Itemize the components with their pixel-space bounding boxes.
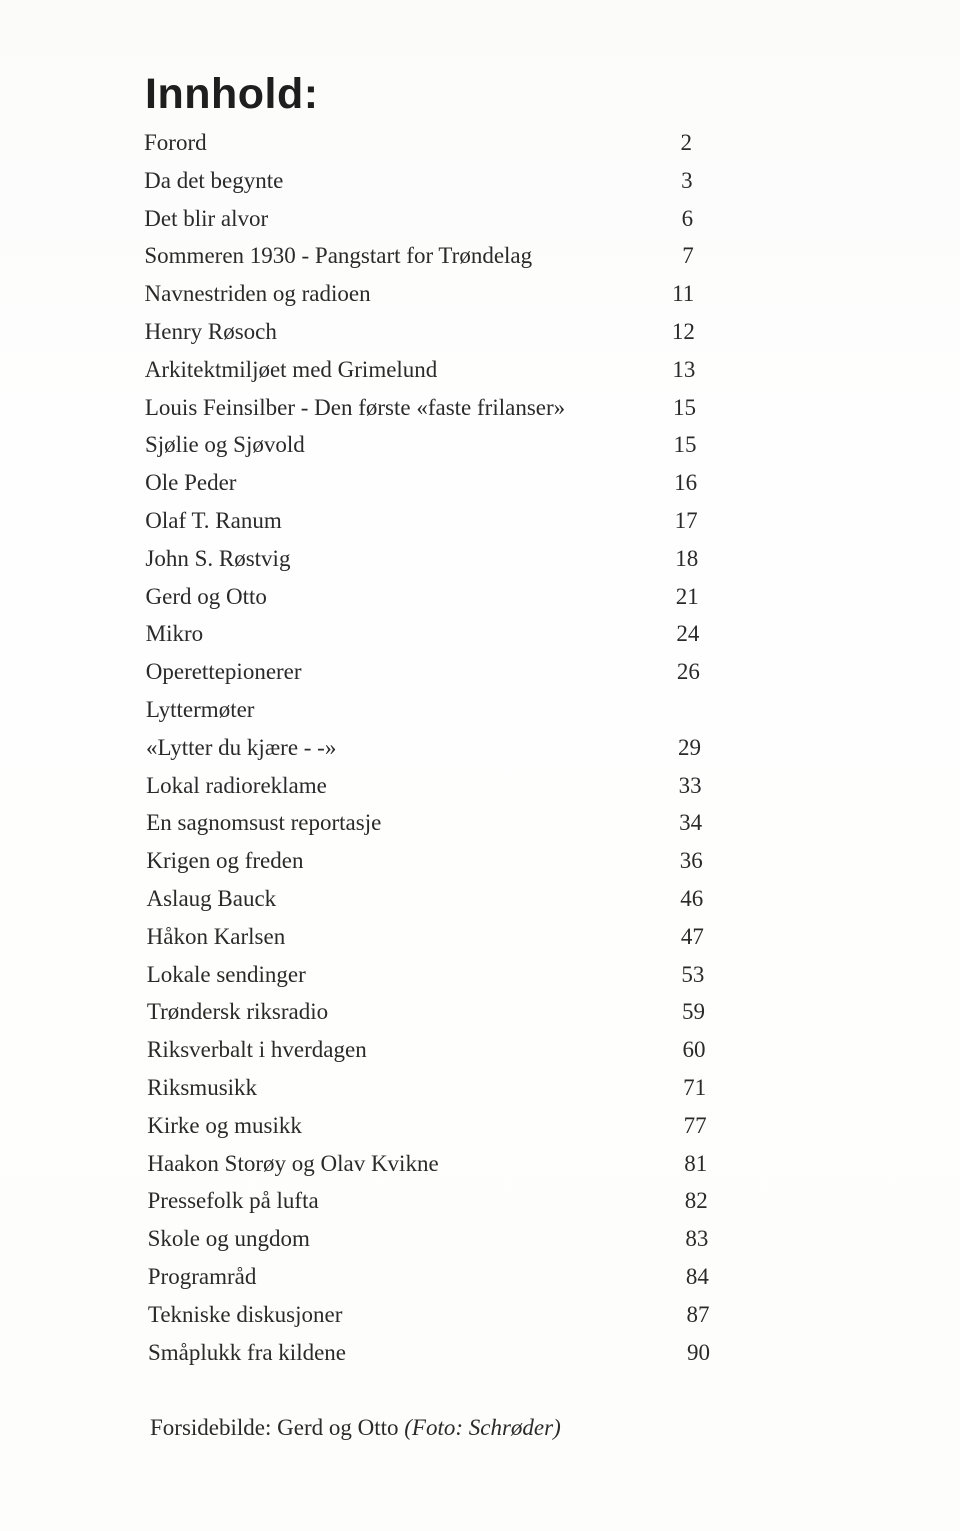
toc-entry-page: 36: [679, 848, 703, 874]
toc-entry-title: Kirke og musikk: [147, 1112, 302, 1138]
toc-entry: [0, 804, 960, 842]
toc-entry: [0, 389, 960, 427]
toc-entry-title: Mikro: [145, 621, 204, 647]
toc-entry-title: Henry Røsoch: [144, 318, 277, 344]
toc-entry: [0, 729, 960, 767]
toc-entry-page: 2: [680, 130, 692, 155]
toc-entry-title: Haakon Storøy og Olav Kvikne: [147, 1150, 439, 1176]
toc-entry-title: Da det begynte: [144, 167, 284, 193]
toc-entry-page: 82: [684, 1188, 708, 1214]
toc-entry: [0, 124, 960, 162]
toc-entry: [0, 578, 960, 616]
toc-entry-title: Riksmusikk: [147, 1074, 258, 1100]
toc-entry: [0, 502, 960, 540]
toc-entry-title: Louis Feinsilber - Den første «faste frilanser»: [144, 394, 566, 420]
toc-entry-title: Håkon Karlsen: [146, 923, 286, 949]
toc-entry-title: «Lytter du kjære - -»: [146, 734, 337, 760]
toc-entry: [0, 653, 960, 691]
toc-entry: [0, 1258, 960, 1296]
toc-entry-page: 71: [683, 1074, 707, 1100]
toc-entry-page: 15: [673, 432, 697, 458]
toc-entry-page: 12: [671, 318, 695, 344]
toc-entry-title: Ole Peder: [145, 470, 237, 496]
toc-entry-page: 29: [678, 734, 701, 760]
toc-entry-page: 7: [682, 243, 694, 269]
toc-entry-page: 17: [674, 507, 698, 533]
toc-entry-title: Operettepionerer: [145, 659, 302, 685]
toc-entry-title: John S. Røstvig: [145, 545, 291, 571]
toc-entry: [0, 464, 960, 502]
toc-entry-title: Det blir alvor: [144, 205, 269, 231]
toc-entry-page: 34: [679, 810, 703, 836]
toc-entry-page: 77: [683, 1112, 707, 1138]
toc-entry: [0, 1069, 960, 1107]
toc-entry-title: Småplukk fra kildene: [148, 1339, 347, 1365]
toc-entry-title: Sjølie og Sjøvold: [145, 432, 305, 458]
toc-entry-title: Forord: [144, 130, 207, 155]
toc-entry-page: 24: [676, 621, 700, 647]
toc-entry: [0, 313, 960, 351]
toc-entry-title: Pressefolk på lufta: [147, 1188, 319, 1214]
toc-entry-title: Gerd og Otto: [145, 583, 267, 609]
toc-entry-title: Navnestriden og radioen: [144, 281, 371, 307]
toc-entry-title: Olaf T. Ranum: [145, 507, 282, 533]
toc-entry-title: En sagnomsust reportasje: [146, 810, 382, 836]
toc-entry-title: Tekniske diskusjoner: [147, 1301, 343, 1327]
toc-entry: [0, 351, 960, 389]
toc-entry: [0, 918, 960, 956]
toc-entry-title: Skole og ungdom: [147, 1226, 310, 1252]
toc-entry: [0, 993, 960, 1031]
toc-entry: [0, 540, 960, 578]
toc-entry: [0, 842, 960, 880]
toc-entry: [0, 956, 960, 994]
toc-entry: [0, 1334, 960, 1372]
toc-entry-page: 6: [681, 205, 694, 231]
toc-entry-page: 33: [678, 772, 702, 798]
toc-entry: [0, 426, 960, 464]
toc-entry-page: 83: [685, 1226, 709, 1252]
toc-entry-title: Sommeren 1930 - Pangstart for Trøndelag: [144, 243, 533, 269]
toc-entry: [0, 1145, 960, 1183]
toc-entry-page: 46: [680, 885, 704, 911]
toc-entry-page: 21: [675, 583, 699, 609]
toc-entry-title: Riksverbalt i hverdagen: [147, 1037, 367, 1063]
page-title: Innhold:: [145, 70, 319, 118]
toc-entry: [0, 162, 960, 200]
toc-entry-title: Lyttermøter: [145, 696, 255, 722]
toc-entry: [0, 275, 960, 313]
toc-entry: [0, 1220, 960, 1258]
toc-entry-page: 60: [682, 1037, 706, 1063]
toc-entry-page: 90: [687, 1339, 710, 1365]
toc-entry-page: 13: [672, 356, 696, 382]
toc-entry-page: 26: [676, 659, 700, 685]
toc-entry: [0, 1107, 960, 1145]
toc-entry-page: 59: [681, 999, 705, 1025]
toc-entry-title: Trøndersk riksradio: [146, 999, 329, 1025]
toc-entry-title: Aslaug Bauck: [146, 885, 277, 911]
toc-entry-title: Arkitektmiljøet med Grimelund: [144, 356, 438, 382]
toc-entry-page: 81: [684, 1150, 708, 1176]
toc-entry-title: Lokale sendinger: [146, 961, 306, 987]
photo-credit: (Foto: Schrøder): [404, 1415, 561, 1440]
cover-caption-text: Forsidebilde: Gerd og Otto: [150, 1415, 399, 1440]
toc-entry-page: 47: [680, 923, 704, 949]
table-of-contents: [0, 124, 960, 1371]
toc-entry: [0, 615, 960, 653]
toc-entry-page: 11: [672, 281, 695, 307]
toc-entry-page: 53: [681, 961, 705, 987]
toc-entry: [0, 691, 960, 729]
toc-entry: [0, 1296, 960, 1334]
toc-entry-title: Krigen og freden: [146, 848, 304, 874]
toc-entry: [0, 767, 960, 805]
toc-entry: [0, 880, 960, 918]
toc-entry-page: 18: [675, 545, 699, 571]
toc-entry-page: 15: [672, 394, 696, 420]
toc-entry: [0, 1182, 960, 1220]
toc-entry-page: 3: [681, 167, 693, 193]
toc-entry-page: 84: [685, 1263, 709, 1289]
toc-entry: [0, 237, 960, 275]
toc-entry: [0, 1031, 960, 1069]
cover-caption: [150, 1415, 561, 1441]
toc-entry-page: 16: [674, 470, 698, 496]
toc-entry-title: Programråd: [147, 1263, 257, 1289]
toc-entry: [0, 200, 960, 238]
toc-entry-title: Lokal radioreklame: [146, 772, 327, 798]
toc-entry-page: 87: [686, 1301, 710, 1327]
